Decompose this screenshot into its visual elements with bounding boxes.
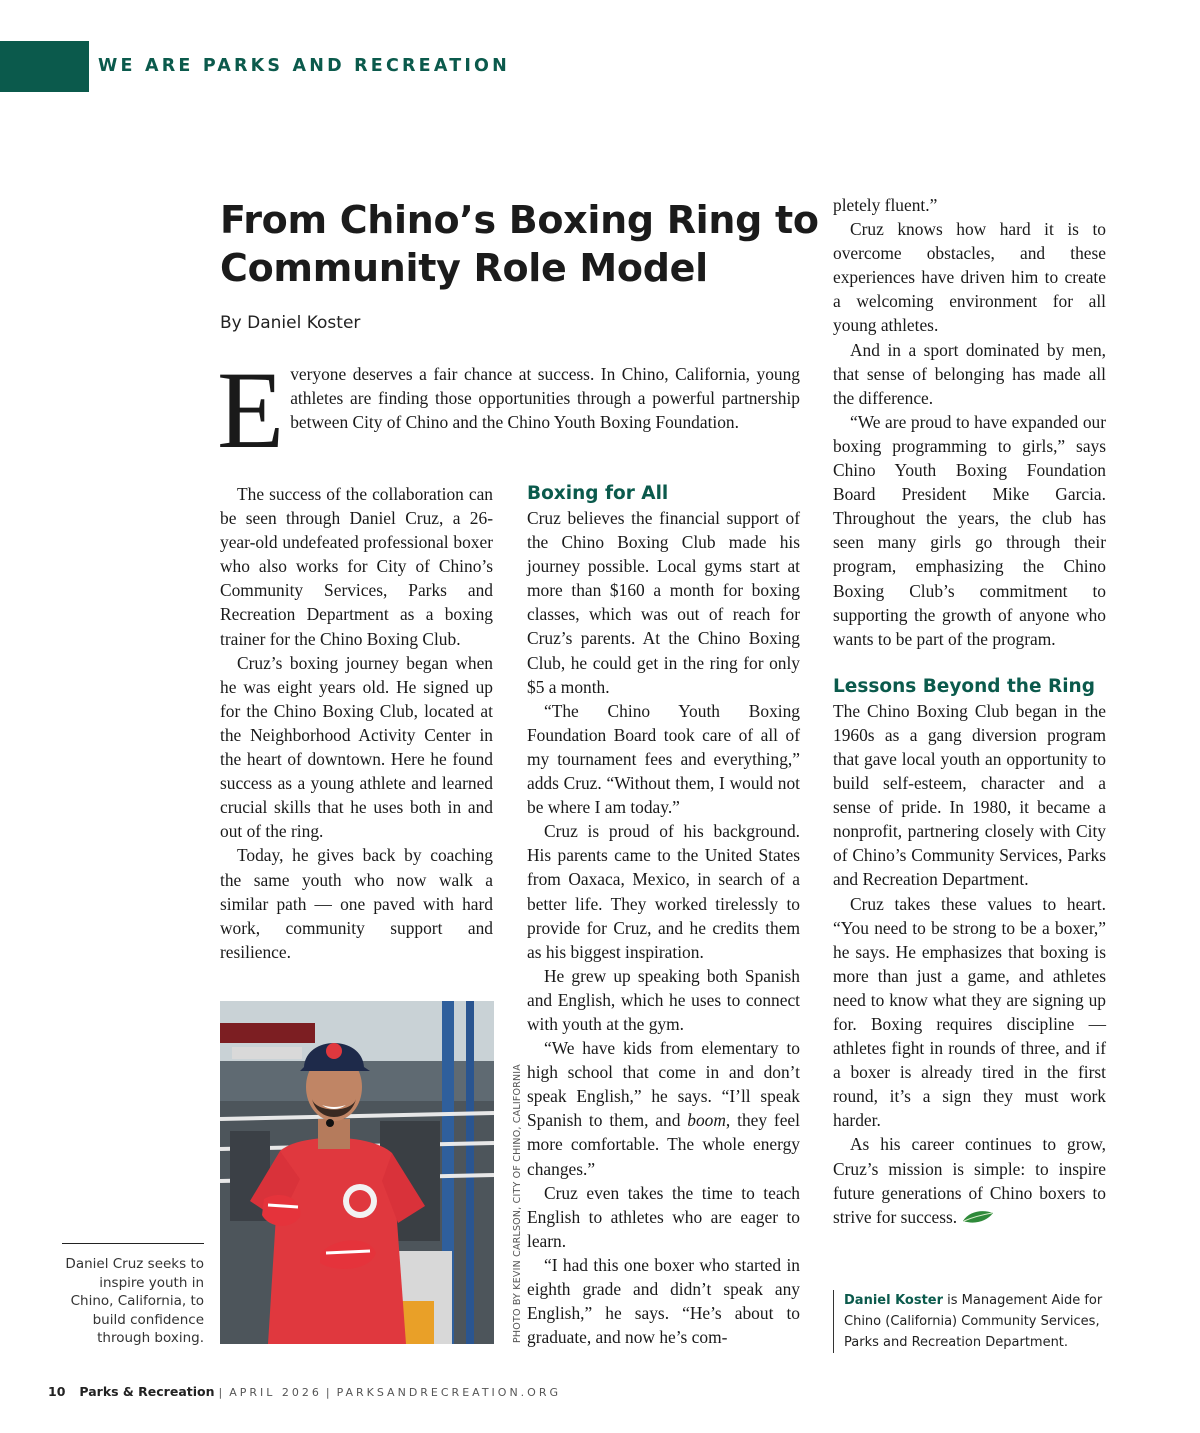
author-bio xyxy=(833,1290,1119,1353)
body-paragraph: He grew up speaking both Spanish and English, which he uses to connect with youth at the gym. xyxy=(527,965,800,1034)
body-paragraph: Cruz takes these values to heart. “You need to be strong to be a boxer,” he says. He emphasizes that boxing is more than just a game, and athletes need to know what they are signing up for. Boxing requires discipline — athletes fight in rounds of three, and if a boxer is already tired in the first round, it’s a sign they must work harder. xyxy=(833,893,1106,1131)
website: PARKSANDRECREATION.ORG xyxy=(336,1386,561,1399)
quote-text: “We have kids from elementary to high school that come in and don’t speak English,” he says. “I’ll speak Spanish to them, and xyxy=(527,1038,800,1131)
boxer-photo xyxy=(220,1001,494,1344)
issue-date: APRIL 2026 xyxy=(229,1386,322,1399)
body-paragraph-continued: pletely fluent.” xyxy=(833,195,938,215)
body-paragraph: Cruz’s boxing journey began when he was eight years old. He signed up for the Chino Boxing Club, located at the Neighborhood Activity Center in the heart of downtown. Here he found success as a young athlete and learned crucial skills that he uses both in and out of the ring. xyxy=(220,652,493,842)
body-paragraph: Cruz believes the financial support of the Chino Boxing Club made his journey possible. Local gyms start at more than $160 a month for boxing classes, which was out of reach for Cruz’s parents. At the Chino Boxing Club, he could get in the ring for only $5 a month. xyxy=(527,508,800,697)
caption-divider xyxy=(62,1243,204,1244)
emphasis-text: boom xyxy=(687,1110,726,1131)
body-paragraph: The Chino Boxing Club began in the 1960s as a gang diversion program that gave local youth an opportunity to build self-esteem, character and a sense of pride. In 1980, it became a nonprofit, partnering closely with City of Chino’s Community Services, Parks and Recreation Department. xyxy=(833,700,1106,890)
footer-separator: | xyxy=(325,1386,333,1399)
section-tag: WE ARE PARKS AND RECREATION xyxy=(98,56,510,76)
column-3 xyxy=(833,193,1106,1229)
footer-separator: | xyxy=(218,1386,226,1399)
body-paragraph: Today, he gives back by coaching the same youth who now walk a similar path — one paved with hard work, community support and resilience. xyxy=(220,845,493,962)
boxer-photo-illustration xyxy=(220,1001,494,1344)
section-heading-lessons-beyond-the-ring: Lessons Beyond the Ring xyxy=(833,675,1095,697)
leaf-icon xyxy=(961,1209,995,1225)
photo-caption: Daniel Cruz seeks to inspire youth in Chino, California, to build confidence through boxing. xyxy=(65,1256,204,1346)
body-paragraph-final xyxy=(833,1132,1106,1228)
intro-text: veryone deserves a fair chance at success. In Chino, California, young athletes are finding those opportunities through a powerful partnership between City of Chino and the Chino Youth Boxing Foundation. xyxy=(290,364,800,433)
body-paragraph: The success of the collaboration can be seen through Daniel Cruz, a 26-year-old undefeated professional boxer who also works for City of Chino’s Community Services, Parks and Recreation Department as a boxing trainer for the Chino Boxing Club. xyxy=(220,484,493,649)
section-color-bar xyxy=(0,41,89,92)
drop-cap: E xyxy=(217,349,285,471)
body-paragraph: Cruz even takes the time to teach English to athletes who are eager to learn. xyxy=(527,1182,800,1251)
body-paragraph: And in a sport dominated by men, that sense of belonging has made all the difference. xyxy=(833,339,1106,408)
body-paragraph: Cruz is proud of his background. His parents came to the United States from Oaxaca, Mexico, in search of a better life. They worked tirelessly to provide for Cruz, and he credits them as his biggest inspiration. xyxy=(527,821,800,962)
photo-credit: PHOTO BY KEVIN CARLSON, CITY OF CHINO, CALIFORNIA xyxy=(512,1063,523,1343)
byline: By Daniel Koster xyxy=(220,313,361,333)
bio-author-name: Daniel Koster xyxy=(844,1293,944,1308)
section-heading-boxing-for-all: Boxing for All xyxy=(527,483,669,504)
page-number: 10 xyxy=(48,1384,66,1399)
body-paragraph xyxy=(527,1036,800,1181)
page-footer xyxy=(48,1384,561,1399)
quote-text: , they feel more comfortable. The whole energy changes.” xyxy=(527,1110,800,1179)
publication-name: Parks & Recreation xyxy=(79,1384,215,1399)
body-paragraph: “We are proud to have expanded our boxing programming to girls,” says Chino Youth Boxing Foundation Board President Mike Garcia. Throughout the years, the club has seen many girls go through their program, emphasizing the Chino Boxing Club’s commitment to supporting the growth of anyone who wants to be part of the program. xyxy=(833,411,1106,649)
column-2 xyxy=(527,482,800,1349)
column-1 xyxy=(220,482,493,964)
bio-text: is Management Aide for Chino (California) Community Services, Parks and Recreation Department. xyxy=(844,1293,1103,1350)
body-paragraph: “The Chino Youth Boxing Foundation Board took care of all of my tournament fees and everything,” adds Cruz. “Without them, I would not be where I am today.” xyxy=(527,700,800,818)
final-text: As his career continues to grow, Cruz’s mission is simple: to inspire future generations of Chino boxers to strive for success. xyxy=(833,1134,1106,1227)
body-paragraph: “I had this one boxer who started in eighth grade and didn’t speak any English,” he says. “He’s about to graduate, and now he’s com- xyxy=(527,1254,800,1348)
intro-paragraph xyxy=(217,349,800,471)
article-title: From Chino’s Boxing Ring to Community Role Model xyxy=(220,198,819,290)
body-paragraph: Cruz knows how hard it is to overcome obstacles, and these experiences have driven him to create a welcoming environment for all young athletes. xyxy=(833,219,1106,336)
